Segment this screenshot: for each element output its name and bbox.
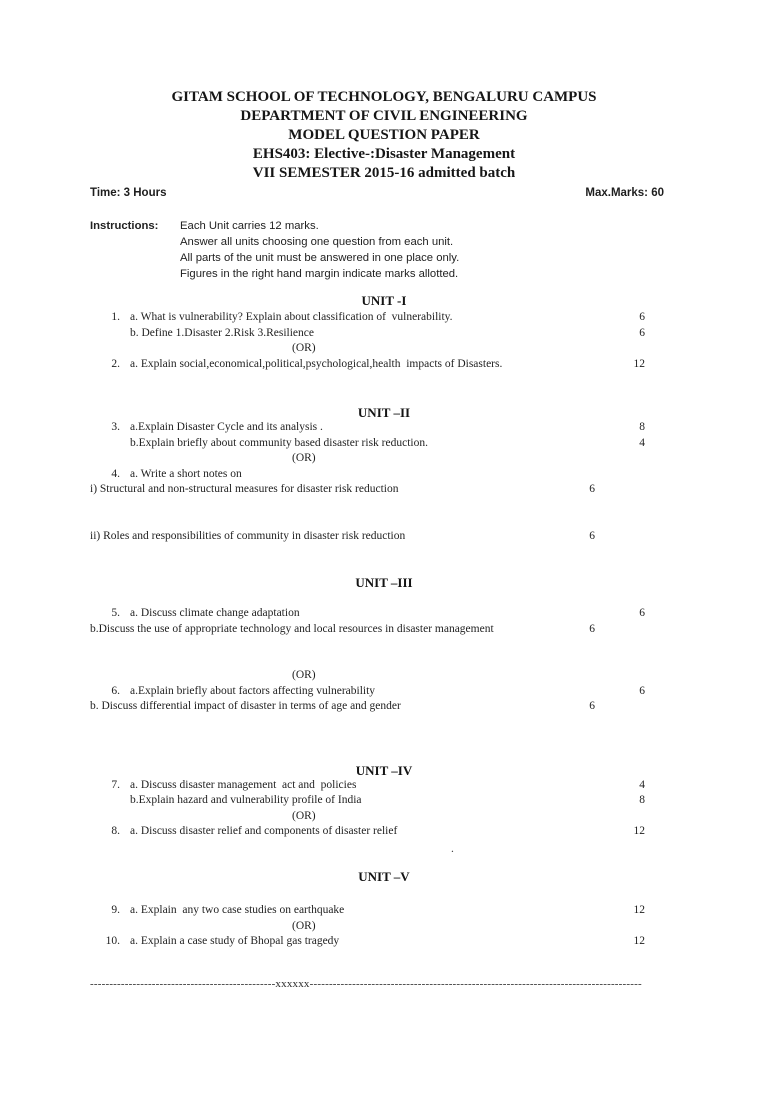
question-row: [0, 824, 768, 840]
question-text: a.Explain briefly about factors affecting vulnerability: [130, 684, 376, 697]
unit-5-heading: UNIT –V: [358, 869, 410, 884]
unit-2-heading: UNIT –II: [357, 405, 411, 420]
question-text: b.Explain hazard and vulnerability profile of India: [130, 794, 362, 806]
unit-5-section: [0, 869, 768, 950]
instruction-line: All parts of the unit must be answered in one place only.: [180, 252, 460, 264]
marks-value: 6: [639, 684, 645, 697]
or-separator: (OR): [292, 809, 316, 822]
question-row: [0, 903, 768, 919]
marks-value: 8: [639, 421, 645, 433]
question-number: 5.: [111, 607, 120, 619]
question-row: [0, 793, 768, 809]
question-text: a. What is vulnerability? Explain about classification of vulnerability.: [130, 311, 453, 323]
question-row: [0, 482, 768, 529]
question-row: [0, 778, 768, 794]
question-row: [0, 684, 768, 700]
unit-2-section: [0, 405, 768, 575]
marks-value: 4: [639, 778, 645, 791]
marks-value: 6: [639, 607, 645, 619]
or-separator: (OR): [292, 669, 316, 681]
question-text: a. Discuss disaster relief and components of disaster relief: [130, 825, 398, 837]
marks-value: 4: [639, 436, 645, 449]
question-number: 1.: [111, 311, 120, 323]
question-row: [0, 420, 768, 436]
question-row: [0, 310, 768, 326]
question-text: a. Write a short notes on: [130, 467, 242, 480]
question-number: 2.: [111, 357, 120, 370]
instructions-block: [0, 218, 768, 282]
stray-dot: .: [451, 842, 454, 855]
or-separator: (OR): [292, 919, 316, 932]
marks-value: 6: [639, 326, 645, 339]
paper-header: [0, 88, 768, 183]
question-text: a.Explain Disaster Cycle and its analysis .: [130, 421, 323, 433]
question-number: 9.: [111, 904, 120, 916]
question-text: b. Discuss differential impact of disaster in terms of age and gender: [90, 700, 401, 712]
instructions-list: [180, 218, 768, 282]
question-row: [0, 357, 768, 373]
marks-value: 6: [589, 622, 595, 635]
question-text: b.Discuss the use of appropriate technology and local resources in disaster management: [90, 622, 494, 635]
or-separator: (OR): [292, 342, 316, 354]
footer-divider: ------------------------------------------------xxxxxx--------------------------------------------------------------------------------------: [90, 977, 642, 990]
unit-1-section: [0, 293, 768, 372]
institution-name: GITAM SCHOOL OF TECHNOLOGY, BENGALURU CAMPUS: [171, 89, 597, 105]
question-text: a. Discuss disaster management act and policies: [130, 778, 357, 791]
marks-value: 6: [589, 483, 595, 495]
unit-4-section: [0, 763, 768, 858]
question-text: i) Structural and non-structural measures for disaster risk reduction: [90, 483, 399, 495]
course-title: EHS403: Elective-:Disaster Management: [252, 146, 516, 162]
instruction-line: Answer all units choosing one question from each unit.: [180, 236, 454, 248]
question-text: a. Explain a case study of Bhopal gas tragedy: [130, 935, 340, 947]
marks-value: 12: [633, 357, 645, 370]
instructions-label: Instructions:: [90, 220, 159, 232]
unit-3-section: [0, 575, 768, 746]
question-row: [0, 699, 768, 746]
question-number: 6.: [111, 684, 120, 697]
marks-value: 6: [589, 529, 595, 542]
marks-value: 12: [633, 935, 645, 947]
question-row: [0, 529, 768, 576]
unit-1-heading: UNIT -I: [361, 293, 407, 308]
question-number: 4.: [111, 467, 120, 480]
question-text: a. Discuss climate change adaptation: [130, 607, 300, 619]
marks-value: 6: [639, 311, 645, 323]
max-marks: Max.Marks: 60: [585, 187, 664, 199]
question-number: 10.: [105, 935, 120, 947]
question-text: ii) Roles and responsibilities of community in disaster risk reduction: [90, 529, 406, 542]
question-text: b.Explain briefly about community based disaster risk reduction.: [130, 436, 428, 449]
question-number: 8.: [111, 825, 120, 837]
department-name: DEPARTMENT OF CIVIL ENGINEERING: [240, 108, 528, 124]
marks-value: 12: [633, 904, 645, 916]
instruction-line: Figures in the right hand margin indicate marks allotted.: [180, 268, 459, 280]
question-row: [0, 622, 768, 669]
semester-line: VII SEMESTER 2015-16 admitted batch: [252, 165, 516, 181]
question-row: [0, 606, 768, 622]
question-number: 3.: [111, 421, 120, 433]
unit-4-heading: UNIT –IV: [355, 762, 413, 778]
or-separator: (OR): [292, 452, 316, 464]
question-paper-page: [0, 88, 768, 1112]
instruction-line: Each Unit carries 12 marks.: [180, 220, 319, 232]
question-row: [0, 934, 768, 950]
time-allotted: Time: 3 Hours: [90, 187, 167, 199]
question-text: a. Explain social,economical,political,psychological,health impacts of Disasters.: [130, 357, 503, 370]
meta-row: [0, 186, 768, 200]
question-text: b. Define 1.Disaster 2.Risk 3.Resilience: [130, 326, 314, 339]
question-row: [0, 467, 768, 483]
question-row: [0, 436, 768, 452]
question-number: 7.: [111, 778, 120, 791]
marks-value: 8: [639, 794, 645, 806]
paper-type: MODEL QUESTION PAPER: [288, 127, 480, 143]
marks-value: 6: [589, 700, 595, 712]
unit-3-heading: UNIT –III: [355, 575, 413, 590]
marks-value: 12: [633, 825, 645, 837]
question-row: [0, 326, 768, 342]
question-text: a. Explain any two case studies on earthquake: [130, 904, 345, 916]
